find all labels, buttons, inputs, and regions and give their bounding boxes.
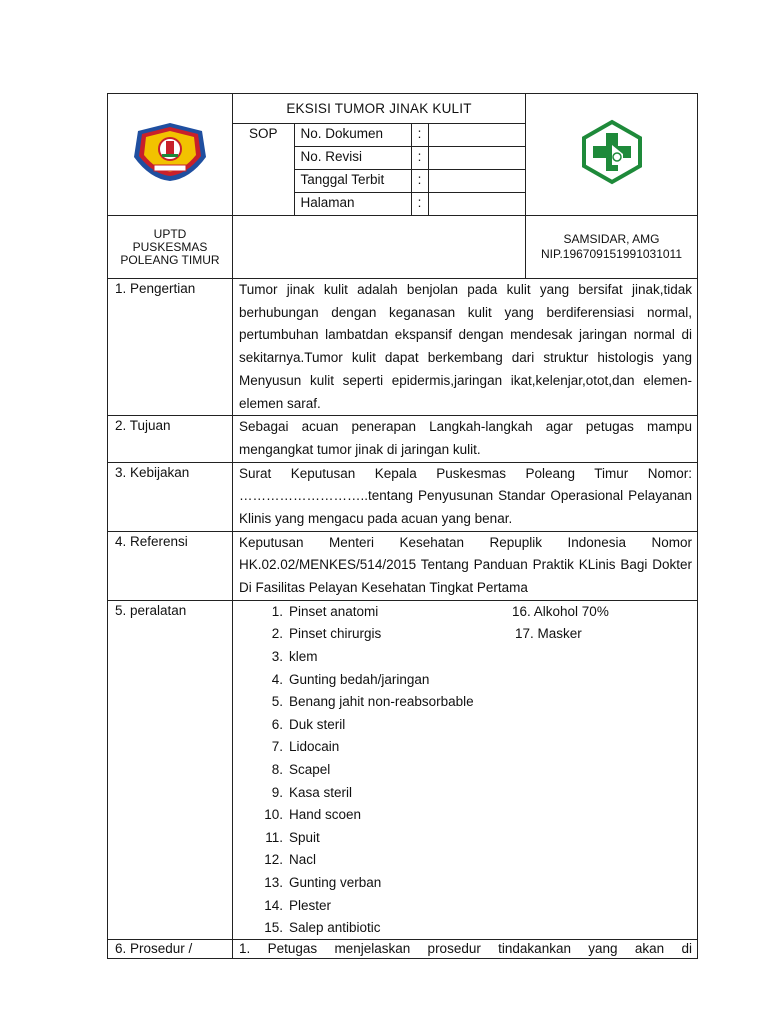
section-label-kebijakan: 3. Kebijakan (108, 462, 233, 531)
section-body-tujuan (233, 416, 698, 462)
equipment-item (233, 804, 361, 827)
section-body-peralatan (233, 600, 698, 939)
equipment-item-number: 4. (271, 671, 283, 687)
equipment-item (233, 601, 378, 624)
empty-middle-cell (233, 216, 526, 279)
equipment-item-text: Spuit (289, 829, 320, 845)
tanggal-terbit-label: Tanggal Terbit (294, 170, 411, 193)
section-label-prosedur: 6. Prosedur / (108, 939, 233, 958)
equipment-item-text: Hand scoen (289, 807, 362, 823)
equipment-item-number: 11. (265, 829, 283, 845)
equipment-item-text: Benang jahit non-reabsorbable (289, 694, 474, 710)
equipment-item (233, 917, 381, 940)
no-revisi-colon: : (411, 147, 428, 170)
equipment-item-text: Nacl (289, 852, 317, 868)
equipment-item-text: Pinset anatomi (289, 603, 379, 619)
section-body-pengertian (233, 279, 698, 416)
equipment-item-number: 13. (264, 875, 283, 891)
no-dokumen-label: No. Dokumen (294, 124, 411, 147)
pengertian-text: Tumor jinak kulit adalah benjolan pada kulit yang bersifat jinak,tidak berhubungan dengan keganasan kulit yang berdiferensiasi normal, pertumbuhan lambatdan ekspansif dengan mendesak jaringan normal di sekitarnya.Tumor kulit dapat berkembang dari struktur histologis yang Menyusun kulit seperti epidermis,jaringan ikat,kelenjar,otot,dan elemen-elemen saraf. (239, 282, 692, 411)
no-revisi-label: No. Revisi (294, 147, 411, 170)
section-label-tujuan: 2. Tujuan (108, 416, 233, 462)
section-label-pengertian: 1. Pengertian (108, 279, 233, 416)
equipment-item-number: 12. (264, 852, 283, 868)
signer-block (526, 216, 698, 279)
equipment-item-text: Salep antibiotic (289, 920, 381, 936)
tanggal-terbit-value (428, 170, 525, 193)
equipment-item-number: 10. (264, 807, 283, 823)
equipment-item (233, 872, 381, 895)
equipment-item (233, 714, 345, 737)
org-line-1: UPTD (153, 226, 187, 241)
equipment-item-number: 1. (271, 603, 283, 619)
equipment-item (233, 691, 474, 714)
signer-name: SAMSIDAR, AMG (563, 232, 660, 246)
org-name (108, 216, 233, 279)
halaman-colon: : (411, 193, 428, 216)
equipment-item-text: Plester (289, 897, 332, 913)
section-body-referensi (233, 531, 698, 600)
halaman-label: Halaman (294, 193, 411, 216)
equipment-item (233, 623, 381, 646)
doc-meta-table (233, 124, 525, 215)
equipment-item (233, 736, 339, 759)
equipment-item-right: 16. Alkohol 70% (512, 603, 609, 619)
equipment-item-number: 2. (271, 626, 283, 642)
org-line-3: POLEANG TIMUR (120, 252, 220, 267)
signer-nip: NIP.196709151991031011 (540, 247, 683, 261)
equipment-item-text: Scapel (289, 762, 331, 778)
equipment-item (233, 759, 330, 782)
equipment-item-text: Duk steril (289, 716, 346, 732)
equipment-list (233, 601, 697, 939)
equipment-item-number: 9. (271, 784, 283, 800)
equipment-item-number: 7. (271, 739, 283, 755)
district-emblem-icon (130, 121, 210, 183)
equipment-item-text: Kasa steril (289, 784, 353, 800)
section-label-peralatan: 5. peralatan (108, 600, 233, 939)
equipment-item-number: 8. (271, 762, 283, 778)
health-logo-cell (526, 94, 698, 216)
equipment-item-number: 3. (271, 649, 283, 665)
equipment-item (233, 646, 318, 669)
kebijakan-text: Surat Keputusan Kepala Puskesmas Poleang Timur Nomor: ………………………..tentang Penyusunan Standar Operasional Pelayanan Klinis yang mengacu pada acuan yang benar. (239, 465, 692, 527)
section-label-referensi: 4. Referensi (108, 531, 233, 600)
referensi-text: Keputusan Menteri Kesehatan Repuplik Indonesia Nomor HK.02.02/MENKES/514/2015 Tentang Panduan Praktik KLinis Bagi Dokter Di Fasilitas Pelayan Kesehatan Tingkat Pertama (239, 534, 692, 596)
section-body-prosedur (233, 939, 698, 958)
no-revisi-value (428, 147, 525, 170)
doc-meta-cell (233, 124, 526, 216)
equipment-item-right: 17. Masker (515, 626, 582, 642)
sop-table (107, 93, 698, 959)
district-emblem-cell (108, 94, 233, 216)
equipment-item-text: klem (289, 649, 318, 665)
equipment-item-text: Gunting bedah/jaringan (289, 671, 430, 687)
no-dokumen-value (428, 124, 525, 147)
tanggal-terbit-colon: : (411, 170, 428, 193)
equipment-item-text: Lidocain (289, 739, 340, 755)
equipment-item-text: Pinset chirurgis (289, 626, 382, 642)
prosedur-step-1: 1. Petugas menjelaskan prosedur tindakankan yang akan di (239, 940, 692, 956)
sop-label: SOP (233, 124, 294, 215)
equipment-item (233, 827, 320, 850)
equipment-item-number: 14. (264, 897, 283, 913)
equipment-item-number: 15. (264, 920, 283, 936)
tujuan-text: Sebagai acuan penerapan Langkah-langkah agar petugas mampu mengangkat tumor jinak di jaringan kulit. (239, 419, 692, 457)
health-cross-logo-icon (579, 119, 645, 185)
no-dokumen-colon: : (411, 124, 428, 147)
equipment-item-number: 6. (271, 716, 283, 732)
equipment-item (233, 849, 316, 872)
equipment-item (233, 782, 352, 805)
org-line-2: PUSKESMAS (132, 239, 208, 254)
equipment-item-text: Gunting verban (289, 875, 382, 891)
equipment-item-number: 5. (271, 694, 283, 710)
equipment-item (233, 669, 429, 692)
equipment-item (233, 895, 331, 918)
document-title: EKSISI TUMOR JINAK KULIT (233, 94, 526, 124)
halaman-value (428, 193, 525, 216)
section-body-kebijakan (233, 462, 698, 531)
